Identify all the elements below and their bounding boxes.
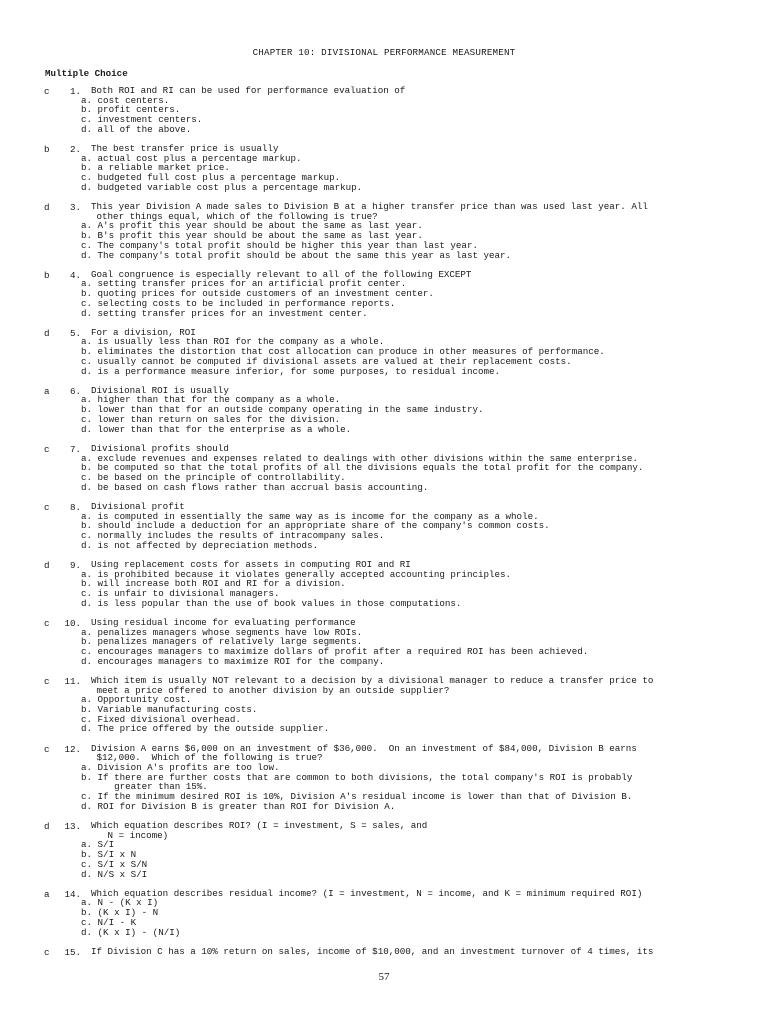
answer-key: a bbox=[44, 385, 50, 397]
answer-option: c. lower than return on sales for the division. bbox=[81, 413, 341, 425]
question-stem: Using residual income for evaluating performance bbox=[91, 616, 356, 628]
answer-key: c bbox=[44, 675, 50, 687]
answer-option: d. be based on cash flows rather than accrual basis accounting. bbox=[81, 481, 429, 493]
answer-option: a. Opportunity cost. bbox=[81, 694, 192, 706]
question-item bbox=[0, 889, 768, 938]
answer-option: greater than 15%. bbox=[81, 781, 208, 793]
answer-option: a. is computed in essentially the same way as is income for the company as a whole. bbox=[81, 510, 539, 522]
answer-option: c. encourages managers to maximize dollars of profit after a required ROI has been achieved. bbox=[81, 645, 589, 657]
answer-key: c bbox=[44, 443, 50, 455]
answer-option: b. S/I x N bbox=[81, 849, 137, 861]
answer-option: c. investment centers. bbox=[81, 114, 203, 126]
question-stem: Divisional profit bbox=[91, 500, 185, 512]
answer-option: d. The company's total profit should be about the same this year as last year. bbox=[81, 249, 512, 261]
answer-key: d bbox=[44, 559, 50, 571]
answer-option: b. If there are further costs that are common to both divisions, the total company's ROI is probably bbox=[81, 771, 633, 783]
answer-option: c. The company's total profit should be higher this year than last year. bbox=[81, 239, 478, 251]
answer-option: a. exclude revenues and expenses related to dealings with other divisions within the same enterprise. bbox=[81, 452, 638, 464]
answer-option: b. eliminates the distortion that cost allocation can produce in other measures of performance. bbox=[81, 346, 605, 358]
question-item bbox=[0, 86, 768, 135]
question-item bbox=[0, 947, 768, 957]
answer-option: b. should include a deduction for an appropriate share of the company's common costs. bbox=[81, 520, 550, 532]
page-number: 57 bbox=[378, 971, 390, 983]
question-stem: N = income) bbox=[91, 829, 169, 841]
question-number: 13. bbox=[64, 821, 81, 832]
answer-option: d. all of the above. bbox=[81, 123, 192, 135]
section-heading: Multiple Choice bbox=[45, 68, 128, 79]
answer-option: c. N/I - K bbox=[81, 916, 137, 928]
question-stem: Divisional profits should bbox=[91, 442, 229, 454]
answer-option: b. penalizes managers of relatively large segments. bbox=[81, 636, 363, 648]
answer-option: a. penalizes managers whose segments have low ROIs. bbox=[81, 626, 363, 638]
answer-option: a. is usually less than ROI for the company as a whole. bbox=[81, 336, 385, 348]
answer-key: b bbox=[44, 144, 50, 156]
answer-option: a. setting transfer prices for an artificial profit center. bbox=[81, 278, 407, 290]
question-number: 4. bbox=[69, 269, 81, 281]
question-number: 14. bbox=[64, 888, 81, 900]
question-number: 1. bbox=[69, 86, 81, 97]
question-number: 5. bbox=[69, 327, 81, 339]
question-number: 6. bbox=[69, 385, 81, 397]
answer-option: c. Fixed divisional overhead. bbox=[81, 713, 241, 725]
question-stem: Divisional ROI is usually bbox=[91, 384, 229, 396]
question-number: 12. bbox=[64, 743, 81, 755]
question-number: 11. bbox=[64, 675, 81, 687]
answer-option: d. (K x I) - (N/I) bbox=[81, 926, 181, 938]
answer-option: a. N - (K x I) bbox=[81, 897, 159, 909]
question-stem: Which equation describes ROI? (I = investment, S = sales, and bbox=[91, 820, 428, 831]
question-item bbox=[0, 444, 768, 493]
question-stem: The best transfer price is usually bbox=[91, 143, 279, 155]
question-number: 8. bbox=[69, 501, 81, 513]
answer-option: d. ROI for Division B is greater than ROI for Division A. bbox=[81, 800, 396, 812]
answer-option: c. is unfair to divisional managers. bbox=[81, 587, 280, 599]
answer-option: b. (K x I) - N bbox=[81, 907, 159, 919]
answer-option: c. S/I x S/N bbox=[81, 858, 148, 870]
answer-option: d. encourages managers to maximize ROI for the company. bbox=[81, 655, 385, 667]
question-stem: Goal congruence is especially relevant to all of the following EXCEPT bbox=[91, 268, 472, 280]
question-item bbox=[0, 744, 768, 812]
question-item bbox=[0, 502, 768, 551]
question-stem: meet a price offered to another division by an outside supplier? bbox=[91, 684, 450, 696]
question-number: 15. bbox=[64, 946, 81, 958]
question-stem: Division A earns $6,000 on an investment of $36,000. On an investment of $84,000, Division B earns bbox=[91, 742, 637, 754]
answer-option: c. budgeted full cost plus a percentage markup. bbox=[81, 172, 341, 184]
answer-option: d. is less popular than the use of book values in those computations. bbox=[81, 597, 462, 609]
question-item bbox=[0, 144, 768, 193]
question-item bbox=[0, 386, 768, 435]
question-item bbox=[0, 821, 768, 879]
question-number: 10. bbox=[64, 617, 81, 629]
answer-option: c. If the minimum desired ROI is 10%, Division A's residual income is lower than that of Division B. bbox=[81, 791, 633, 803]
answer-key: c bbox=[44, 743, 50, 755]
answer-key: b bbox=[44, 269, 50, 281]
answer-option: a. Division A's profits are too low. bbox=[81, 761, 280, 773]
answer-option: d. The price offered by the outside supplier. bbox=[81, 723, 330, 735]
answer-option: d. budgeted variable cost plus a percentage markup. bbox=[81, 181, 363, 193]
answer-option: b. be computed so that the total profits of all the divisions equals the total profit for the company. bbox=[81, 462, 644, 474]
answer-option: a. cost centers. bbox=[81, 94, 170, 106]
answer-key: c bbox=[44, 946, 50, 958]
question-stem: Which item is usually NOT relevant to a decision by a divisional manager to reduce a transfer price to bbox=[91, 674, 654, 686]
answer-option: b. a reliable market price. bbox=[81, 162, 230, 174]
question-stem: other things equal, which of the following is true? bbox=[91, 210, 378, 222]
answer-key: c bbox=[44, 501, 50, 513]
question-stem: Both ROI and RI can be used for performance evaluation of bbox=[91, 85, 406, 96]
answer-key: d bbox=[44, 327, 50, 339]
answer-option: c. selecting costs to be included in performance reports. bbox=[81, 297, 396, 309]
question-item bbox=[0, 676, 768, 734]
answer-option: a. S/I bbox=[81, 839, 115, 851]
question-stem: This year Division A made sales to Division B at a higher transfer price than was used last year. All bbox=[91, 201, 648, 213]
answer-option: d. is not affected by depreciation methods. bbox=[81, 539, 319, 551]
answer-option: b. B's profit this year should be about the same as last year. bbox=[81, 230, 423, 242]
answer-key: d bbox=[44, 202, 50, 214]
answer-option: b. Variable manufacturing costs. bbox=[81, 703, 258, 715]
answer-option: d. setting transfer prices for an investment center. bbox=[81, 307, 368, 319]
answer-key: a bbox=[44, 888, 50, 900]
answer-option: d. is a performance measure inferior, for some purposes, to residual income. bbox=[81, 365, 501, 377]
question-stem: Which equation describes residual income? (I = investment, N = income, and K = minimum required ROI) bbox=[91, 887, 643, 899]
answer-key: c bbox=[44, 86, 50, 97]
question-stem: Using replacement costs for assets in computing ROI and RI bbox=[91, 558, 411, 570]
question-stem: If Division C has a 10% return on sales, income of $10,000, and an investment turnover of 4 times, its bbox=[91, 945, 654, 957]
answer-option: a. actual cost plus a percentage markup. bbox=[81, 152, 302, 164]
answer-option: b. lower than that for an outside company operating in the same industry. bbox=[81, 404, 484, 416]
answer-option: b. profit centers. bbox=[81, 104, 181, 116]
answer-option: d. N/S x S/I bbox=[81, 868, 148, 880]
answer-option: a. is prohibited because it violates generally accepted accounting principles. bbox=[81, 568, 512, 580]
question-item bbox=[0, 328, 768, 377]
question-number: 9. bbox=[69, 559, 81, 571]
answer-option: c. be based on the principle of controllability. bbox=[81, 471, 346, 483]
answer-option: d. lower than that for the enterprise as a whole. bbox=[81, 423, 352, 435]
question-item bbox=[0, 618, 768, 667]
answer-key: c bbox=[44, 617, 50, 629]
question-number: 7. bbox=[69, 443, 81, 455]
answer-option: b. will increase both ROI and RI for a division. bbox=[81, 578, 346, 590]
question-number: 2. bbox=[69, 144, 81, 156]
chapter-title: CHAPTER 10: DIVISIONAL PERFORMANCE MEASUREMENT bbox=[252, 47, 516, 58]
question-list bbox=[0, 86, 768, 966]
answer-option: a. higher than that for the company as a whole. bbox=[81, 394, 341, 406]
answer-option: c. normally includes the results of intracompany sales. bbox=[81, 529, 385, 541]
answer-option: a. A's profit this year should be about the same as last year. bbox=[81, 220, 423, 232]
question-stem: For a division, ROI bbox=[91, 326, 196, 338]
question-item bbox=[0, 270, 768, 319]
answer-option: c. usually cannot be computed if divisional assets are valued at their replacement costs. bbox=[81, 355, 572, 367]
question-item bbox=[0, 202, 768, 260]
answer-option: b. quoting prices for outside customers of an investment center. bbox=[81, 288, 434, 300]
question-stem: $12,000. Which of the following is true? bbox=[91, 752, 323, 764]
answer-key: d bbox=[44, 821, 50, 832]
question-number: 3. bbox=[69, 202, 81, 214]
question-item bbox=[0, 560, 768, 609]
